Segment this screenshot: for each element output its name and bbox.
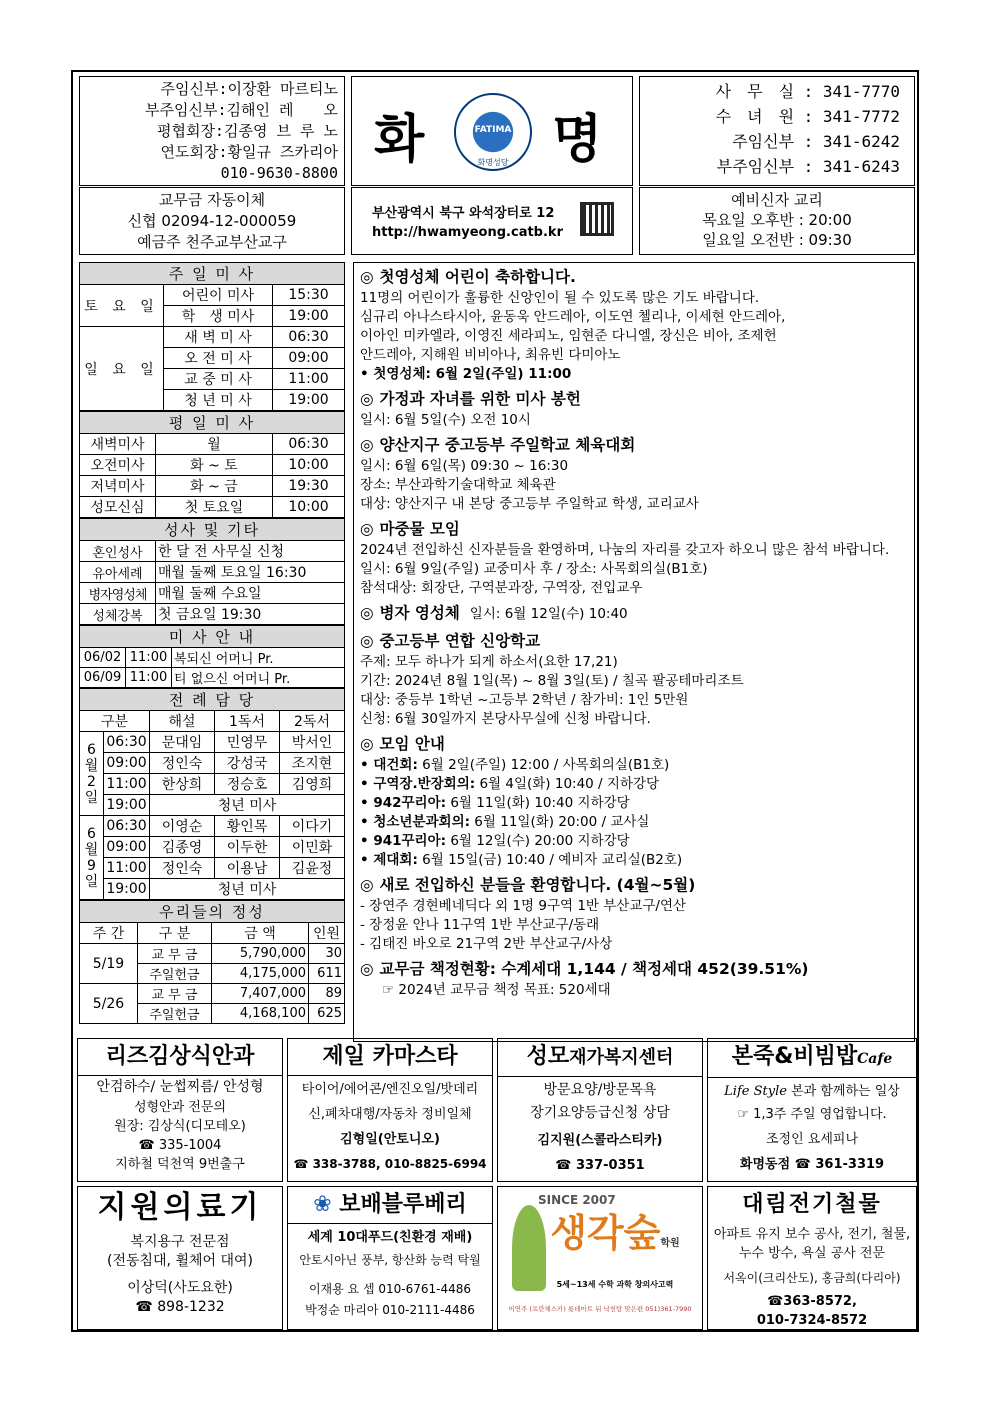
mass-day: 월 bbox=[156, 434, 273, 455]
liturgy-title: 전 례 담 당 bbox=[80, 689, 345, 711]
sacrament-name: 혼인성사 bbox=[80, 541, 156, 562]
sunday-mass-title: 주 일 미 사 bbox=[80, 263, 345, 285]
mass-time: 09:00 bbox=[273, 348, 345, 369]
bullet-icon: ◎ bbox=[360, 436, 374, 454]
meeting-text: 6월 2일(주일) 12:00 / 사목회의실(B1호) bbox=[417, 757, 670, 773]
notice-line: 대상: 양산지구 내 본당 중고등부 주일학교 학생, 교리교사 bbox=[360, 496, 699, 512]
ad-line: 김지원(스콜라스티카) bbox=[537, 1133, 663, 1148]
notice-line: 11명의 어린이가 훌륭한 신앙인이 될 수 있도록 많은 기도 바랍니다. bbox=[360, 290, 760, 306]
intention-text: 티 없으신 어머니 Pr. bbox=[172, 668, 345, 688]
offering-week: 5/26 bbox=[80, 984, 138, 1024]
ad-line: ☎363-8572, bbox=[767, 1294, 857, 1309]
offering-count: 611 bbox=[309, 964, 345, 984]
title-left-char: 화 bbox=[374, 110, 425, 170]
sacrament-schedule: 첫 금요일 19:30 bbox=[156, 604, 345, 625]
meeting-item bbox=[360, 794, 908, 813]
liturgy-person: 이영순 bbox=[150, 816, 215, 837]
intention-text: 복되신 어머니 Pr. bbox=[172, 648, 345, 668]
mass-time: 19:00 bbox=[273, 390, 345, 411]
meeting-text: 6월 11일(화) 10:40 지하강당 bbox=[446, 795, 630, 811]
bulletin-page bbox=[71, 70, 919, 1332]
liturgy-person: 이다기 bbox=[280, 816, 345, 837]
ad-line: 이상덕(사도요한) bbox=[127, 1280, 233, 1296]
liturgy-header: 구분 bbox=[80, 711, 150, 732]
mass-time: 10:00 bbox=[273, 455, 345, 476]
liturgy-time: 11:00 bbox=[104, 858, 150, 879]
catechumen-thursday: 목요일 오후반 : 20:00 bbox=[702, 211, 852, 229]
convent-phone: 수 녀 원 : 341-7772 bbox=[715, 107, 900, 126]
notice-line: • 첫영성체: 6월 2일(주일) 11:00 bbox=[360, 366, 572, 382]
donation-account: 신협 02094-12-000059 bbox=[127, 212, 297, 230]
bullet-icon: ◎ bbox=[360, 520, 374, 538]
liturgy-person: 김영희 bbox=[280, 774, 345, 795]
ad-line: 조정인 요세피나 bbox=[765, 1132, 859, 1147]
phone-directory bbox=[639, 76, 915, 186]
mass-name: 새 벽 미 사 bbox=[164, 327, 273, 348]
liturgy-person: 한상희 bbox=[150, 774, 215, 795]
meeting-label: • 941꾸리아: bbox=[360, 833, 447, 849]
offerings-header: 주 간 bbox=[80, 923, 138, 944]
meeting-item bbox=[360, 851, 908, 870]
notice-title: 양산지구 중고등부 주일학교 체육대회 bbox=[379, 436, 636, 454]
mass-name: 성모신심 bbox=[80, 497, 156, 518]
liturgy-person: 황인목 bbox=[215, 816, 280, 837]
mass-name: 어린이 미사 bbox=[164, 285, 273, 306]
schedule-column bbox=[79, 262, 345, 1024]
notice-line: 2024년 전입하신 신자분들을 환영하며, 나눔의 자리를 갖고자 하오니 많은 참석 바랍니다. bbox=[360, 542, 890, 558]
parish-emblem-icon bbox=[454, 93, 532, 171]
notice-heading bbox=[360, 732, 908, 756]
notice-line: 참석대상: 회장단, 구역분과장, 구역장, 전입교우 bbox=[360, 580, 643, 596]
sacraments-table bbox=[79, 518, 345, 625]
ad-title: 리즈김상식안과 bbox=[78, 1039, 282, 1076]
offering-type: 주일헌금 bbox=[138, 1004, 212, 1024]
mass-time: 19:30 bbox=[273, 476, 345, 497]
ad-line: 화명동점 ☎ 361-3319 bbox=[739, 1157, 885, 1172]
ad-line: 이재용 요 셉 010-6761-4486 bbox=[308, 1282, 472, 1296]
address: 부산광역시 북구 와석장터로 12 bbox=[372, 206, 555, 221]
liturgy-person: 문대임 bbox=[150, 732, 215, 753]
ad-title bbox=[528, 1210, 702, 1267]
liturgy-person: 이두한 bbox=[215, 837, 280, 858]
bullet-icon: ◎ bbox=[360, 960, 374, 978]
assistant-pastor-line: 부주임신부:김해인 레 오 bbox=[145, 101, 338, 119]
mass-name: 교 중 미 사 bbox=[164, 369, 273, 390]
ad-academy bbox=[497, 1186, 703, 1330]
title-right-char: 명 bbox=[552, 110, 603, 170]
notice-line: - 장정윤 안나 11구역 1반 부산교구/동래 bbox=[360, 917, 600, 933]
offering-amount: 5,790,000 bbox=[212, 944, 309, 964]
liturgy-time: 19:00 bbox=[104, 795, 150, 816]
saturday-label: 토 요 일 bbox=[80, 285, 164, 327]
offering-amount: 4,168,100 bbox=[212, 1004, 309, 1024]
intention-time: 11:00 bbox=[126, 648, 172, 668]
ad-line: 타이어/에어콘/엔진오일/밧데리 bbox=[301, 1082, 479, 1097]
liturgy-person: 이용남 bbox=[215, 858, 280, 879]
ad-line: 안검하수/ 눈썹찌름/ 안성형 bbox=[96, 1079, 264, 1095]
liturgy-table bbox=[79, 688, 345, 900]
ad-title-cafe: Cafe bbox=[857, 1051, 893, 1067]
liturgy-time: 06:30 bbox=[104, 732, 150, 753]
notice-line: 주제: 모두 하나가 되게 하소서(요한 17,21) bbox=[360, 654, 618, 670]
sacrament-name: 성체강복 bbox=[80, 604, 156, 625]
meeting-item bbox=[360, 775, 908, 794]
mass-time: 10:00 bbox=[273, 497, 345, 518]
notice-heading bbox=[360, 873, 908, 897]
mass-name: 오전미사 bbox=[80, 455, 156, 476]
ad-title: 대림전기철물 bbox=[742, 1192, 882, 1217]
liturgy-person: 강성국 bbox=[215, 753, 280, 774]
liturgy-person: 김윤정 bbox=[280, 858, 345, 879]
meeting-text: 6월 11일(화) 20:00 / 교사실 bbox=[470, 814, 650, 830]
notice-heading bbox=[360, 629, 908, 653]
liturgy-person: 이민화 bbox=[280, 837, 345, 858]
meeting-label: • 구역장.반장회의: bbox=[360, 776, 476, 792]
meeting-item bbox=[360, 832, 908, 851]
notice-heading bbox=[360, 265, 908, 289]
ad-line: 서옥이(크리산도), 홍금희(다리아) bbox=[723, 1271, 901, 1285]
catechumen-title: 예비신자 교리 bbox=[731, 191, 823, 209]
ad-line: 장기요양등급신청 상담 bbox=[530, 1105, 670, 1121]
offering-type: 교 무 금 bbox=[138, 944, 212, 964]
notice-title: 마중물 모임 bbox=[379, 520, 460, 538]
ad-title: 지원의료기 bbox=[97, 1190, 263, 1225]
intention-date: 06/09 bbox=[80, 668, 126, 688]
ad-title-main: 보배블루베리 bbox=[339, 1192, 467, 1217]
notice-inline: 일시: 6월 12일(수) 10:40 bbox=[469, 606, 628, 622]
ad-line: 5세~13세 수학 과학 창의사고력 bbox=[556, 1280, 674, 1289]
notice-line: 일시: 6월 6일(목) 09:30 ~ 16:30 bbox=[360, 458, 569, 474]
sacrament-schedule: 매월 둘째 토요일 16:30 bbox=[156, 562, 345, 583]
phone-line: 010-9630-8800 bbox=[220, 164, 338, 182]
liturgy-person: 김종영 bbox=[150, 837, 215, 858]
youth-mass: 청년 미사 bbox=[150, 795, 345, 816]
ad-line: ☎ 898-1232 bbox=[135, 1299, 225, 1315]
bullet-icon: ◎ bbox=[360, 390, 374, 408]
liturgy-time: 19:00 bbox=[104, 879, 150, 900]
pastor-phone: 주임신부 : 341-6242 bbox=[732, 132, 900, 151]
offering-amount: 4,175,000 bbox=[212, 964, 309, 984]
ad-line: 이연주 (프란체스카) 롯데마트 뒤 낙천탕 맞은편 051)361-7990 bbox=[508, 1305, 692, 1313]
offering-count: 30 bbox=[309, 944, 345, 964]
website-link[interactable]: http://hwamyeong.catb.kr bbox=[372, 225, 563, 240]
ad-line: 세계 10대푸드(친환경 재배) bbox=[307, 1230, 473, 1245]
ad-line: 복지용구 전문점 bbox=[130, 1234, 230, 1250]
offering-type: 교 무 금 bbox=[138, 984, 212, 1004]
donation-holder: 예금주 천주교부산교구 bbox=[137, 233, 287, 251]
notice-title: 가정과 자녀를 위한 미사 봉헌 bbox=[379, 390, 581, 408]
meeting-text: 6월 12일(수) 20:00 지하강당 bbox=[446, 833, 630, 849]
ad-line: 성형안과 전문의 bbox=[133, 1100, 227, 1115]
ad-medical-supplies bbox=[77, 1186, 283, 1330]
mass-day: 화 ~ 토 bbox=[156, 455, 273, 476]
liturgy-person: 정인숙 bbox=[150, 753, 215, 774]
ad-title bbox=[498, 1039, 702, 1077]
sacraments-title: 성사 및 기타 bbox=[80, 519, 345, 541]
offering-week: 5/19 bbox=[80, 944, 138, 984]
notice-title: 첫영성체 어린이 축하합니다. bbox=[379, 268, 576, 286]
sunday-label: 일 요 일 bbox=[80, 327, 164, 411]
blueberry-icon: ❀ bbox=[313, 1192, 332, 1217]
bullet-icon: ◎ bbox=[360, 604, 374, 622]
meeting-label: • 대건회: bbox=[360, 757, 418, 773]
mass-day: 화 ~ 금 bbox=[156, 476, 273, 497]
mass-name: 새벽미사 bbox=[80, 434, 156, 455]
ad-line: (전동침대, 휠체어 대여) bbox=[107, 1253, 253, 1269]
liturgy-person: 정승호 bbox=[215, 774, 280, 795]
offerings-title: 우리들의 정성 bbox=[80, 901, 345, 923]
bullet-icon: ◎ bbox=[360, 268, 374, 286]
donation-title: 교무금 자동이체 bbox=[158, 191, 266, 209]
liturgy-date: 6월9일 bbox=[80, 816, 104, 900]
ad-line: 누수 방수, 욕실 공사 전문 bbox=[738, 1246, 886, 1261]
mass-name: 오 전 미 사 bbox=[164, 348, 273, 369]
offering-count: 89 bbox=[309, 984, 345, 1004]
offerings-header: 구 분 bbox=[138, 923, 212, 944]
offerings-header: 인원 bbox=[309, 923, 345, 944]
ad-blueberry-farm bbox=[287, 1186, 493, 1330]
ad-line: ☞ 1,3주 주일 영업합니다. bbox=[737, 1107, 887, 1122]
bullet-icon: ◎ bbox=[360, 632, 374, 650]
sacrament-name: 유아세례 bbox=[80, 562, 156, 583]
ad-car-service bbox=[287, 1038, 493, 1182]
title-block bbox=[351, 76, 633, 186]
offering-type: 주일헌금 bbox=[138, 964, 212, 984]
liturgy-person: 조지현 bbox=[280, 753, 345, 774]
liturgy-time: 11:00 bbox=[104, 774, 150, 795]
notice-title: 중고등부 연합 신앙학교 bbox=[379, 632, 541, 650]
ad-care-center bbox=[497, 1038, 703, 1182]
ad-line: 안토시아닌 풍부, 항산화 능력 탁월 bbox=[299, 1253, 481, 1267]
ad-line: 지하철 덕천역 9번출구 bbox=[115, 1157, 245, 1172]
ad-line: 박정순 마리아 010-2111-4486 bbox=[305, 1303, 475, 1317]
emblem-text: FATIMA bbox=[474, 125, 512, 135]
sacrament-name: 병자영성체 bbox=[80, 583, 156, 604]
notice-line: 안드레아, 지해원 비비아나, 최유빈 다미아노 bbox=[360, 347, 621, 363]
weekday-mass-title: 평 일 미 사 bbox=[80, 412, 345, 434]
notice-heading bbox=[360, 601, 908, 626]
ad-hardware-store bbox=[707, 1186, 917, 1330]
sunday-mass-table bbox=[79, 262, 345, 411]
intention-date: 06/02 bbox=[80, 648, 126, 668]
ad-line: ☎ 338-3788, 010-8825-6994 bbox=[293, 1157, 487, 1171]
council-president-line: 평협회장:김종영 브 루 노 bbox=[156, 122, 338, 140]
ad-title-sub: 학원 bbox=[660, 1238, 680, 1249]
ad-line: 김형일(안토니오) bbox=[340, 1132, 440, 1147]
notice-line: - 장연주 경현베네딕다 외 1명 9구역 1반 부산교구/연산 bbox=[360, 898, 687, 914]
liturgy-time: 09:00 bbox=[104, 837, 150, 858]
ad-title-main: 생각숲 bbox=[550, 1211, 661, 1255]
offering-amount: 7,407,000 bbox=[212, 984, 309, 1004]
ad-porridge-shop bbox=[707, 1038, 917, 1182]
ad-line: 방문요양/방문목욕 bbox=[543, 1082, 657, 1098]
notice-title: 새로 전입하신 분들을 환영합니다. (4월~5월) bbox=[379, 876, 696, 894]
mass-intentions-table bbox=[79, 625, 345, 688]
ad-line: 010-7324-8572 bbox=[756, 1313, 868, 1328]
mass-intentions-title: 미 사 안 내 bbox=[80, 626, 345, 648]
ad-line: ☎ 335-1004 bbox=[138, 1138, 222, 1153]
sacrament-schedule: 매월 둘째 수요일 bbox=[156, 583, 345, 604]
catechumen-info bbox=[639, 187, 915, 255]
notice-heading bbox=[360, 387, 908, 411]
mass-time: 19:00 bbox=[273, 306, 345, 327]
ad-life-style: Life Style bbox=[724, 1084, 787, 1099]
ad-title-sub: 재가복지센터 bbox=[569, 1047, 674, 1068]
emblem-caption: 화명성당 bbox=[477, 158, 509, 167]
liturgy-time: 06:30 bbox=[104, 816, 150, 837]
mass-name: 저녁미사 bbox=[80, 476, 156, 497]
offerings-table bbox=[79, 900, 345, 1024]
prayer-president-line: 연도회장:황일규 즈카리아 bbox=[160, 143, 338, 161]
mass-time: 15:30 bbox=[273, 285, 345, 306]
meeting-label: • 청소년분과회의: bbox=[360, 814, 471, 830]
bullet-icon: ◎ bbox=[360, 735, 374, 753]
pastor-line: 주임신부:이장환 마르티노 bbox=[160, 80, 338, 98]
qr-code-icon[interactable] bbox=[580, 202, 614, 236]
notice-line: 신청: 6월 30일까지 본당사무실에 신청 바랍니다. bbox=[360, 711, 651, 727]
notice-title: 교무금 책정현황: 수계세대 1,144 / 책정세대 452(39.51%) bbox=[379, 960, 809, 978]
youth-mass: 청년 미사 bbox=[150, 879, 345, 900]
notice-heading bbox=[360, 517, 908, 541]
notice-title: 모임 안내 bbox=[379, 735, 445, 753]
ad-line: 본과 함께하는 일상 bbox=[791, 1084, 900, 1099]
meeting-label: • 제대회: bbox=[360, 852, 418, 868]
notice-line: 이아인 미카엘라, 이영진 세라피노, 임현준 다니엘, 장신은 비아, 조제헌 bbox=[360, 328, 777, 344]
clergy-contacts bbox=[79, 76, 345, 186]
intention-time: 11:00 bbox=[126, 668, 172, 688]
office-phone: 사 무 실 : 341-7770 bbox=[715, 82, 900, 101]
liturgy-person: 박서인 bbox=[280, 732, 345, 753]
bullet-icon: ◎ bbox=[360, 876, 374, 894]
mass-name: 학 생 미사 bbox=[164, 306, 273, 327]
notice-line: 장소: 부산과학기술대학교 체육관 bbox=[360, 477, 556, 493]
mass-time: 06:30 bbox=[273, 434, 345, 455]
mass-name: 청 년 미 사 bbox=[164, 390, 273, 411]
notice-title: 병자 영성체 bbox=[379, 604, 460, 622]
liturgy-header: 2독서 bbox=[280, 711, 345, 732]
assistant-phone: 부주임신부 : 341-6243 bbox=[716, 157, 900, 176]
mass-time: 06:30 bbox=[273, 327, 345, 348]
ad-eye-clinic bbox=[77, 1038, 283, 1182]
meeting-text: 6월 4일(화) 10:40 / 지하강당 bbox=[475, 776, 660, 792]
mass-day: 첫 토요일 bbox=[156, 497, 273, 518]
donation-info bbox=[79, 187, 345, 255]
notice-line: 일시: 6월 5일(수) 오전 10시 bbox=[360, 412, 531, 428]
ad-line: ☎ 337-0351 bbox=[555, 1158, 645, 1173]
notices-column bbox=[353, 262, 915, 1042]
notice-line: 대상: 중등부 1학년 ~고등부 2학년 / 참가비: 1인 5만원 bbox=[360, 692, 689, 708]
ad-title-main: 성모 bbox=[526, 1044, 570, 1069]
ad-title: 제일 카마스타 bbox=[288, 1039, 492, 1076]
ad-line: 아파트 유지 보수 공사, 전기, 철물, bbox=[713, 1227, 911, 1242]
notice-line: ☞ 2024년 교무금 책정 목표: 520세대 bbox=[382, 982, 611, 998]
weekday-mass-table bbox=[79, 411, 345, 518]
notice-line: - 김태진 바오로 21구역 2반 부산교구/사상 bbox=[360, 936, 613, 952]
catechumen-sunday: 일요일 오전반 : 09:30 bbox=[702, 231, 852, 249]
liturgy-person: 정인숙 bbox=[150, 858, 215, 879]
tree-icon bbox=[512, 1205, 546, 1291]
mass-time: 11:00 bbox=[273, 369, 345, 390]
liturgy-date: 6월2일 bbox=[80, 732, 104, 816]
ad-title bbox=[288, 1187, 492, 1224]
liturgy-time: 09:00 bbox=[104, 753, 150, 774]
meeting-label: • 942꾸리아: bbox=[360, 795, 447, 811]
ad-since: SINCE 2007 bbox=[538, 1193, 616, 1207]
offering-count: 625 bbox=[309, 1004, 345, 1024]
notice-heading bbox=[360, 957, 908, 981]
address-block bbox=[351, 187, 633, 255]
ad-title-main: 본죽&비빔밥 bbox=[731, 1044, 858, 1069]
notice-line: 심규리 아나스타시아, 윤동욱 안드레아, 이도연 첼리나, 이세현 안드레아, bbox=[360, 309, 786, 325]
liturgy-header: 1독서 bbox=[215, 711, 280, 732]
notice-line: 일시: 6월 9일(주일) 교중미사 후 / 장소: 사목회의실(B1호) bbox=[360, 561, 708, 577]
meeting-item bbox=[360, 813, 908, 832]
notice-heading bbox=[360, 433, 908, 457]
liturgy-person: 민영무 bbox=[215, 732, 280, 753]
meeting-item bbox=[360, 756, 908, 775]
liturgy-header: 해설 bbox=[150, 711, 215, 732]
ad-line: 원장: 김상식(디모테오) bbox=[114, 1119, 246, 1134]
ad-title bbox=[708, 1039, 916, 1078]
meeting-text: 6월 15일(금) 10:40 / 예비자 교리실(B2호) bbox=[417, 852, 683, 868]
ad-line: 신,폐차대행/자동차 정비일체 bbox=[308, 1107, 472, 1122]
notice-line: 기간: 2024년 8월 1일(목) ~ 8월 3일(토) / 칠곡 팔공테마리조트 bbox=[360, 673, 744, 689]
offerings-header: 금 액 bbox=[212, 923, 309, 944]
sacrament-schedule: 한 달 전 사무실 신청 bbox=[156, 541, 345, 562]
